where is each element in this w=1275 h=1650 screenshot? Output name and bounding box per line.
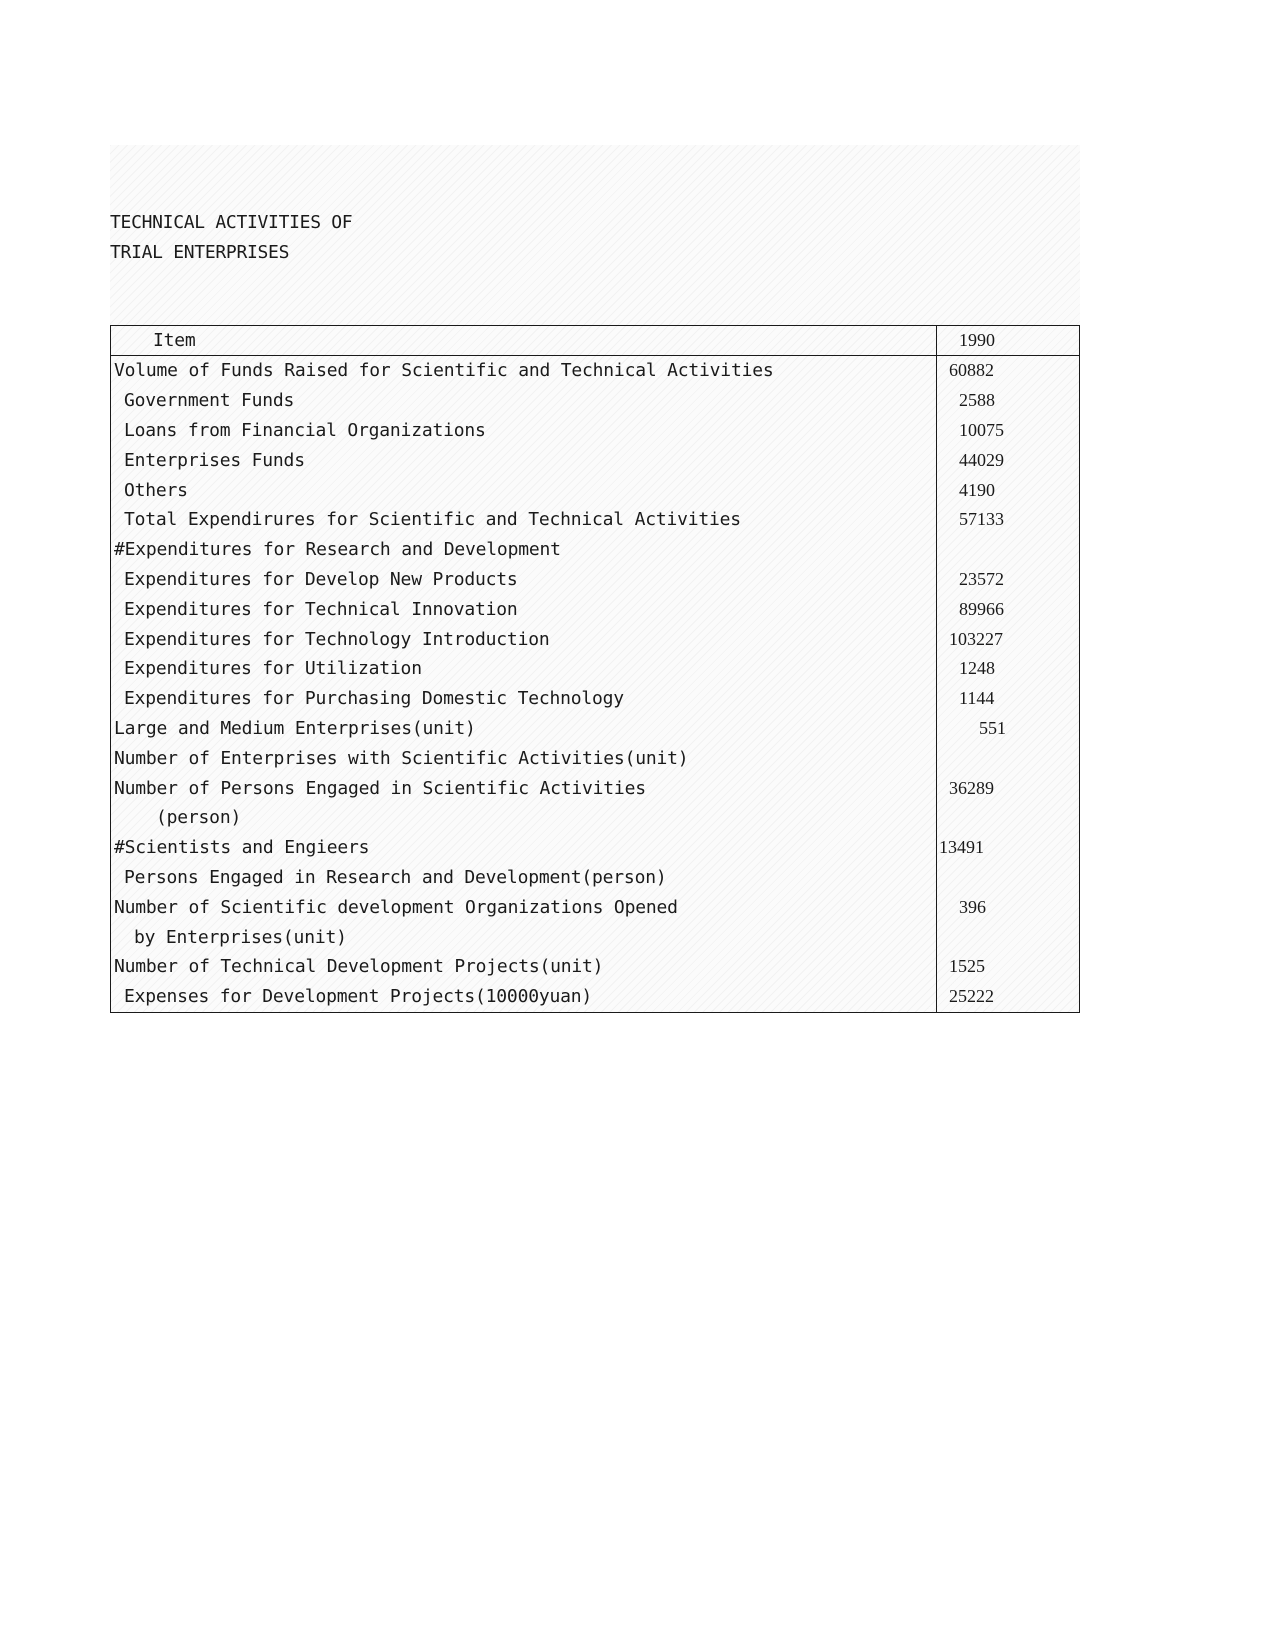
row-value: 1248 [959, 658, 995, 679]
row-item-label: Total Expendirures for Scientific and Technical Activities [124, 509, 741, 531]
row-value-cell [937, 386, 1079, 416]
row-item-label: Number of Scientific development Organizations Opened [114, 896, 678, 918]
row-item-label: Loans from Financial Organizations [124, 419, 486, 441]
title-line-1: TECHNICAL ACTIVITIES OF [110, 212, 353, 233]
row-value-cell [937, 445, 1079, 475]
row-value-cell [937, 624, 1079, 654]
row-value-cell [937, 833, 1079, 863]
row-value-cell [937, 952, 1079, 982]
header-item-label: Item [153, 330, 196, 351]
table-row [111, 922, 1079, 952]
header-item-cell [111, 326, 937, 355]
row-value-cell [937, 803, 1079, 833]
row-value: 44029 [959, 449, 1004, 470]
table-row [111, 863, 1079, 893]
row-item-cell [111, 565, 937, 595]
row-item-cell [111, 803, 937, 833]
table-row [111, 386, 1079, 416]
row-item-label: #Expenditures for Research and Development [114, 539, 561, 561]
table-row [111, 535, 1079, 565]
row-value-cell [937, 505, 1079, 535]
row-item-cell [111, 982, 937, 1012]
row-value-cell [937, 475, 1079, 505]
row-item-label: Persons Engaged in Research and Development(person) [124, 866, 667, 888]
row-value: 2588 [959, 390, 995, 411]
row-item-cell [111, 863, 937, 893]
row-item-label: Expenditures for Technical Innovation [124, 598, 518, 620]
table-row [111, 505, 1079, 535]
row-value: 10075 [959, 419, 1004, 440]
row-value: 1144 [959, 688, 995, 709]
row-value-cell [937, 863, 1079, 893]
row-value: 396 [959, 896, 986, 917]
table-row [111, 952, 1079, 982]
table-row [111, 565, 1079, 595]
row-value-cell [937, 565, 1079, 595]
row-value-cell [937, 714, 1079, 744]
row-item-cell [111, 505, 937, 535]
row-value-cell [937, 892, 1079, 922]
row-value-cell [937, 535, 1079, 565]
row-value-cell [937, 416, 1079, 446]
row-value: 103227 [949, 628, 1003, 649]
header-year-label: 1990 [959, 330, 995, 350]
table-row [111, 475, 1079, 505]
row-value: 13491 [939, 837, 984, 858]
table-row [111, 654, 1079, 684]
row-value-cell [937, 982, 1079, 1012]
row-item-cell [111, 535, 937, 565]
row-value-cell [937, 922, 1079, 952]
row-item-label: Others [124, 479, 188, 501]
row-value: 23572 [959, 568, 1004, 589]
header-year-cell [937, 326, 1079, 355]
row-item-cell [111, 654, 937, 684]
row-item-label: Number of Persons Engaged in Scientific Activities [114, 777, 646, 799]
row-value: 60882 [949, 360, 994, 381]
row-item-label: Large and Medium Enterprises(unit) [114, 717, 476, 739]
row-value: 89966 [959, 598, 1004, 619]
row-item-label: Number of Enterprises with Scientific Activities(unit) [114, 747, 689, 769]
row-item-cell [111, 356, 937, 386]
data-table [110, 325, 1080, 1013]
row-item-cell [111, 743, 937, 773]
row-value-cell [937, 773, 1079, 803]
title-line-2: TRIAL ENTERPRISES [110, 242, 290, 263]
table-row [111, 356, 1079, 386]
table-body [111, 356, 1079, 1012]
row-value-cell [937, 654, 1079, 684]
table-header-row [111, 326, 1079, 356]
row-item-cell [111, 922, 937, 952]
row-item-label: (person) [156, 807, 242, 829]
table-row [111, 714, 1079, 744]
row-item-label: Number of Technical Development Projects(unit) [114, 956, 604, 978]
table-row [111, 892, 1079, 922]
row-item-cell [111, 684, 937, 714]
table-row [111, 982, 1079, 1012]
row-item-cell [111, 594, 937, 624]
row-item-cell [111, 833, 937, 863]
row-value: 36289 [949, 777, 994, 798]
row-value-cell [937, 356, 1079, 386]
row-item-cell [111, 386, 937, 416]
table-row [111, 803, 1079, 833]
row-item-label: Expenditures for Purchasing Domestic Technology [124, 688, 624, 710]
table-row [111, 743, 1079, 773]
table-row [111, 445, 1079, 475]
table-row [111, 624, 1079, 654]
document-title [110, 208, 352, 268]
table-row [111, 684, 1079, 714]
row-value-cell [937, 684, 1079, 714]
row-value: 25222 [949, 986, 994, 1007]
row-item-cell [111, 416, 937, 446]
table-row [111, 594, 1079, 624]
row-item-label: Expenses for Development Projects(10000yuan) [124, 986, 593, 1008]
row-item-cell [111, 773, 937, 803]
row-item-label: by Enterprises(unit) [134, 926, 347, 948]
row-value: 1525 [949, 956, 985, 977]
row-item-cell [111, 475, 937, 505]
row-item-label: Volume of Funds Raised for Scientific and Technical Activities [114, 360, 774, 382]
row-item-cell [111, 624, 937, 654]
table-row [111, 773, 1079, 803]
row-value: 551 [979, 717, 1006, 738]
row-value-cell [937, 743, 1079, 773]
row-item-label: #Scientists and Engieers [114, 837, 370, 859]
row-item-cell [111, 714, 937, 744]
row-item-cell [111, 892, 937, 922]
table-row [111, 416, 1079, 446]
row-item-label: Expenditures for Technology Introduction [124, 628, 550, 650]
row-item-label: Expenditures for Develop New Products [124, 568, 518, 590]
row-value: 4190 [959, 479, 995, 500]
table-row [111, 833, 1079, 863]
row-item-cell [111, 952, 937, 982]
row-value-cell [937, 594, 1079, 624]
row-item-label: Expenditures for Utilization [124, 658, 422, 680]
row-value: 57133 [959, 509, 1004, 530]
row-item-label: Government Funds [124, 390, 295, 412]
row-item-cell [111, 445, 937, 475]
row-item-label: Enterprises Funds [124, 449, 305, 471]
